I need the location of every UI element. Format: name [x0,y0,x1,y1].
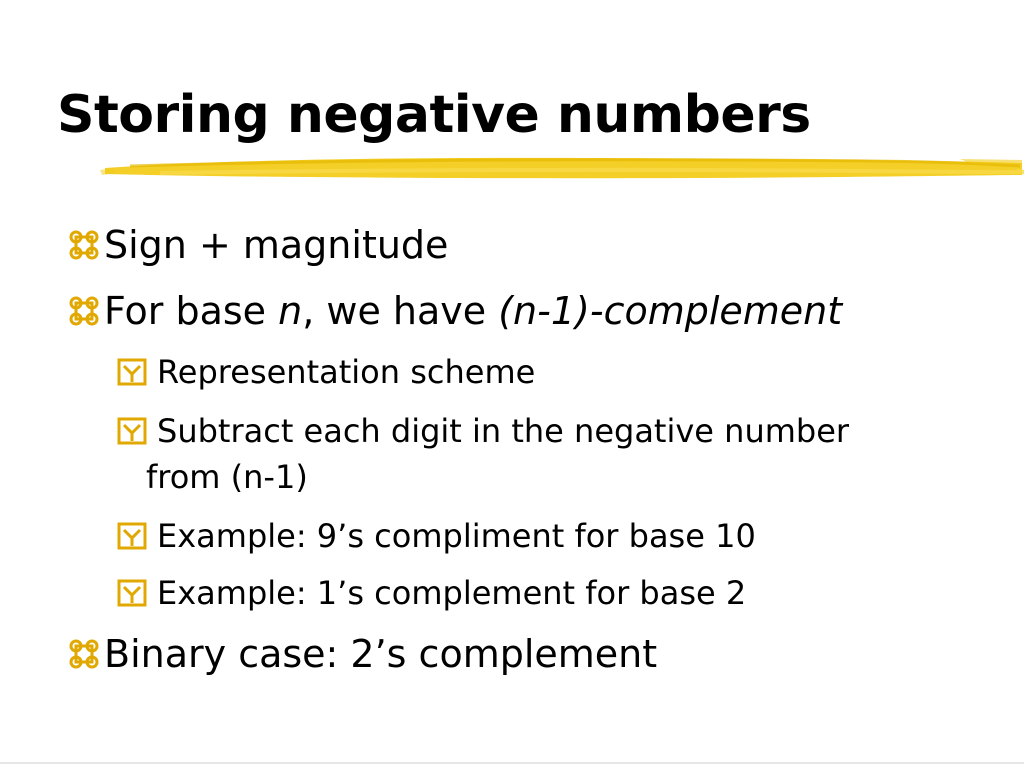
list-item [115,513,756,559]
command-key-icon [66,636,102,672]
slide-title: Storing negative numbers [57,85,811,145]
command-key-icon [66,293,102,329]
bullet-text: Sign + magnitude [104,223,449,267]
list-item-continuation [146,454,308,500]
bottom-divider [0,762,1024,764]
checkbox-icon [115,577,157,609]
list-item [66,218,448,272]
checkbox-icon [115,415,157,447]
bullet-text: Example: 1’s complement for base 2 [157,574,747,612]
bullet-text: from (n-1) [146,458,308,496]
bullet-text: Representation scheme [157,353,536,391]
command-key-icon [66,227,102,263]
list-item [115,570,746,616]
checkbox-icon [115,356,157,388]
list-item [115,349,535,395]
bullet-text: Subtract each digit in the negative number [157,412,850,450]
bullet-text: Example: 9’s compliment for base 10 [157,517,756,555]
bullet-text: For base n, we have (n-1)-complement [104,289,843,333]
list-item [66,627,657,681]
list-item [66,284,842,338]
list-item [115,408,849,454]
checkbox-icon [115,520,157,552]
bullet-text: Binary case: 2’s complement [104,632,658,676]
